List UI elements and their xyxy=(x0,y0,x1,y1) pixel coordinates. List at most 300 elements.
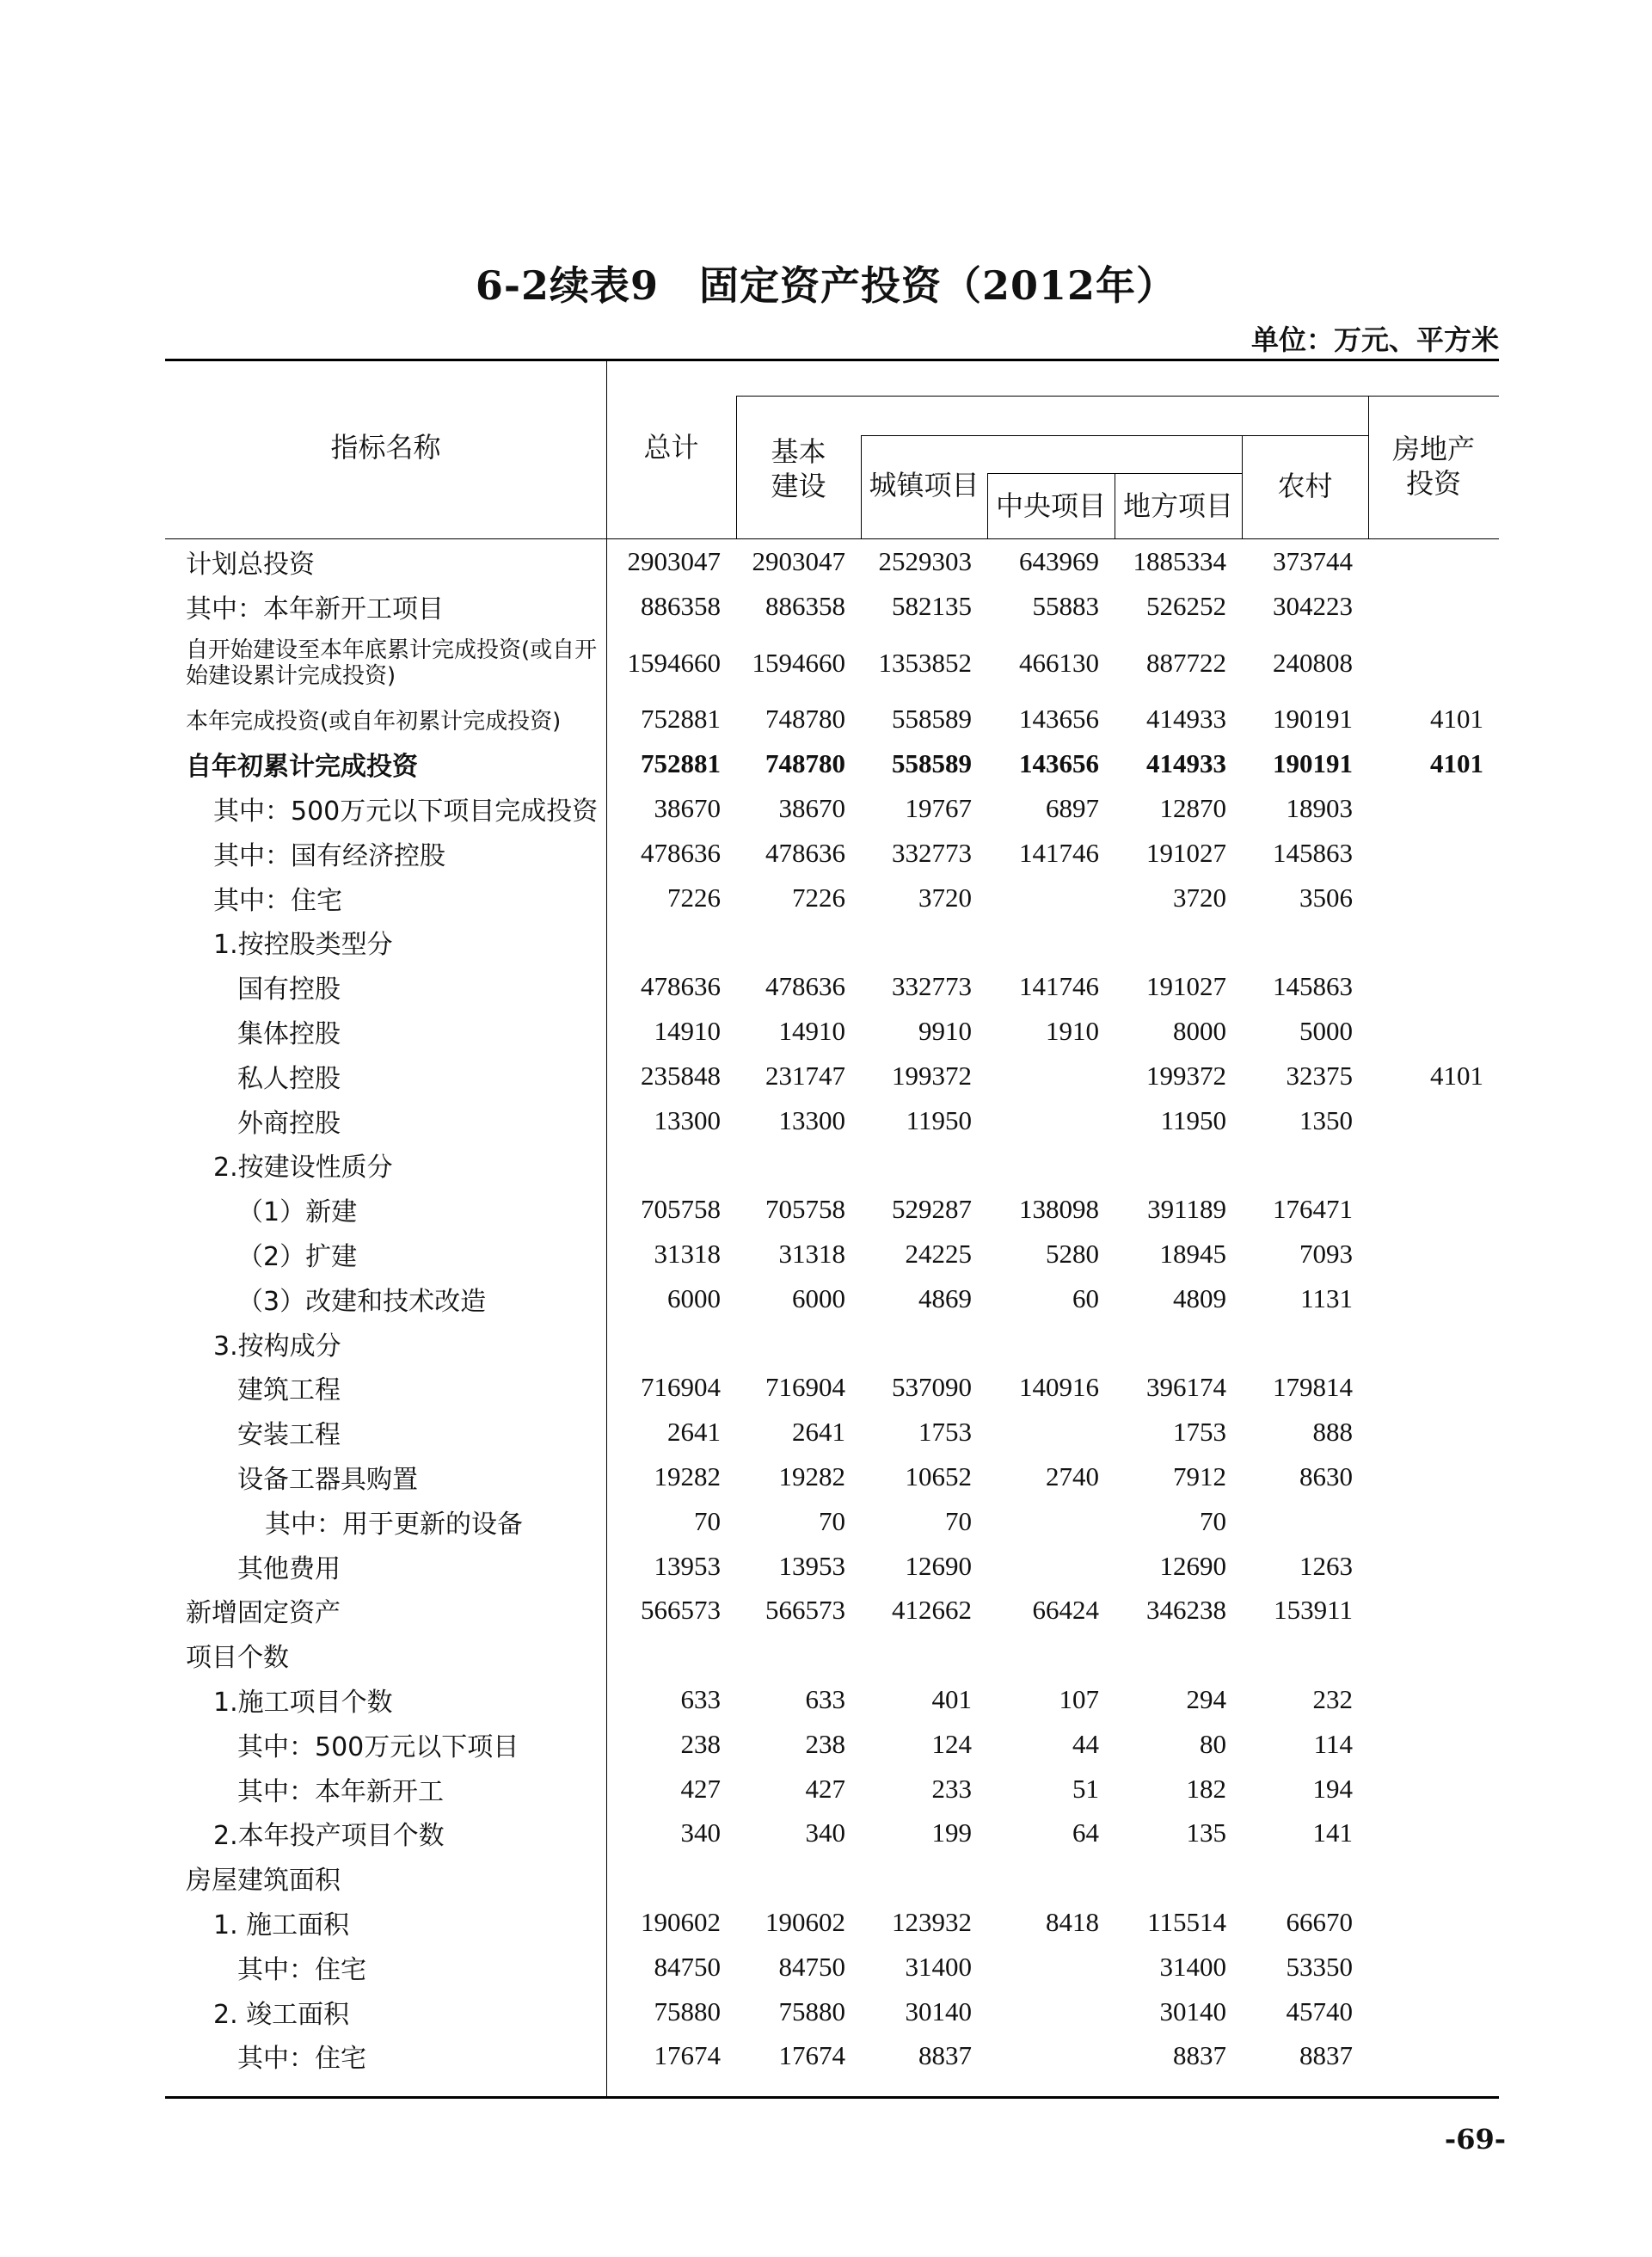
cell-value: 24225 xyxy=(905,1239,972,1270)
cell-value xyxy=(1368,2034,1499,2079)
cell-value: 5280 xyxy=(1046,1239,1099,1270)
cell-value: 414933 xyxy=(1146,704,1226,735)
cell-value xyxy=(1368,920,1499,965)
cell-value: 75880 xyxy=(778,1996,845,2026)
cell-value: 8837 xyxy=(1299,2040,1353,2071)
row-label: 项目个数 xyxy=(186,1643,289,1674)
cell-value: 84750 xyxy=(654,1951,721,1982)
cell-value: 14910 xyxy=(654,1016,721,1047)
cell-value xyxy=(1242,1321,1368,1366)
cell-value: 17674 xyxy=(654,2040,721,2071)
row-label: 集体控股 xyxy=(237,1019,341,1050)
row-label: 其中：用于更新的设备 xyxy=(265,1509,523,1540)
cell-value: 705758 xyxy=(641,1194,721,1225)
row-label: 其中：住宅 xyxy=(237,1954,366,1985)
cell-value: 2903047 xyxy=(752,545,845,576)
cell-value: 141746 xyxy=(1019,971,1099,1002)
cell-value: 14910 xyxy=(778,1016,845,1047)
cell-value xyxy=(1242,1633,1368,1677)
cell-value: 1350 xyxy=(1299,1104,1353,1135)
cell-value: 582135 xyxy=(892,590,972,621)
cell-value: 8418 xyxy=(1046,1907,1099,1937)
cell-value: 124 xyxy=(931,1728,972,1759)
cell-value: 478636 xyxy=(765,837,845,868)
cell-value: 13300 xyxy=(778,1104,845,1135)
cell-value xyxy=(1368,1544,1499,1589)
cell-value: 11950 xyxy=(906,1104,972,1135)
cell-value: 4101 xyxy=(1430,748,1483,779)
cell-value xyxy=(987,1321,1115,1366)
header-rural: 农村 xyxy=(1277,470,1333,502)
cell-value xyxy=(1368,1098,1499,1143)
cell-value: 19282 xyxy=(654,1461,721,1492)
cell-value xyxy=(1368,1767,1499,1811)
table-row xyxy=(165,1009,1499,1054)
cell-value: 1594660 xyxy=(627,647,721,678)
cell-value: 9910 xyxy=(918,1016,972,1047)
cell-value: 31318 xyxy=(654,1239,721,1270)
cell-value: 558589 xyxy=(892,748,972,779)
cell-value: 2641 xyxy=(667,1417,721,1448)
table-row xyxy=(165,698,1499,742)
header-total: 总计 xyxy=(643,431,699,464)
header-basic: 基本 建设 xyxy=(771,435,826,502)
cell-value: 401 xyxy=(931,1684,972,1715)
cell-value xyxy=(987,1098,1115,1143)
cell-value: 123932 xyxy=(892,1907,972,1937)
cell-value: 566573 xyxy=(765,1595,845,1626)
cell-value: 233 xyxy=(931,1773,972,1804)
cell-value: 66424 xyxy=(1032,1595,1099,1626)
cell-value xyxy=(861,1143,987,1188)
cell-value: 232 xyxy=(1312,1684,1353,1715)
cell-value: 373744 xyxy=(1273,545,1353,576)
cell-value xyxy=(736,1855,861,1900)
cell-value xyxy=(987,1945,1115,1989)
table-row xyxy=(165,1454,1499,1499)
cell-value xyxy=(1368,1321,1499,1366)
cell-value: 31318 xyxy=(778,1239,845,1270)
cell-value: 45740 xyxy=(1286,1996,1353,2026)
cell-value: 51 xyxy=(1072,1773,1099,1804)
cell-value xyxy=(1368,786,1499,831)
cell-value xyxy=(736,1143,861,1188)
table-row xyxy=(165,1589,1499,1633)
cell-value: 6000 xyxy=(792,1282,845,1313)
cell-value: 304223 xyxy=(1273,590,1353,621)
cell-value: 190191 xyxy=(1273,748,1353,779)
cell-value xyxy=(606,1143,736,1188)
cell-value xyxy=(861,1321,987,1366)
cell-value: 38670 xyxy=(654,793,721,824)
cell-value: 18945 xyxy=(1159,1239,1226,1270)
cell-value: 332773 xyxy=(892,971,972,1002)
table-row xyxy=(165,831,1499,876)
row-label: 1.按控股类型分 xyxy=(213,930,393,961)
cell-value: 135 xyxy=(1186,1817,1226,1848)
cell-value xyxy=(1368,1855,1499,1900)
cell-value xyxy=(861,1855,987,1900)
cell-value: 31400 xyxy=(1159,1951,1226,1982)
cell-value: 145863 xyxy=(1273,971,1353,1002)
cell-value: 3720 xyxy=(918,882,972,913)
cell-value xyxy=(1368,1143,1499,1188)
cell-value: 12690 xyxy=(1159,1550,1226,1581)
table-row xyxy=(165,629,1499,698)
cell-value: 391189 xyxy=(1147,1194,1226,1225)
cell-value xyxy=(987,2034,1115,2079)
cell-value xyxy=(1368,629,1499,698)
cell-value xyxy=(987,1143,1115,1188)
cell-value xyxy=(1368,1410,1499,1454)
cell-value: 13300 xyxy=(654,1104,721,1135)
table-row xyxy=(165,786,1499,831)
cell-value: 199372 xyxy=(1146,1060,1226,1091)
cell-value: 114 xyxy=(1313,1728,1353,1759)
cell-value: 60 xyxy=(1072,1282,1099,1313)
cell-value xyxy=(1368,1811,1499,1856)
cell-value: 30140 xyxy=(1159,1996,1226,2026)
cell-value: 716904 xyxy=(765,1372,845,1403)
table-row xyxy=(165,920,1499,965)
cell-value: 55883 xyxy=(1032,590,1099,621)
cell-value: 537090 xyxy=(892,1372,972,1403)
cell-value xyxy=(987,920,1115,965)
cell-value: 1594660 xyxy=(752,647,845,678)
cell-value xyxy=(1368,964,1499,1009)
cell-value: 143656 xyxy=(1019,704,1099,735)
cell-value: 1263 xyxy=(1299,1550,1353,1581)
cell-value: 478636 xyxy=(641,971,721,1002)
cell-value: 19767 xyxy=(905,793,972,824)
cell-value xyxy=(1242,920,1368,965)
cell-value: 1910 xyxy=(1046,1016,1099,1047)
table-row xyxy=(165,1143,1499,1188)
cell-value xyxy=(1368,1633,1499,1677)
table-row xyxy=(165,2034,1499,2079)
row-label: 其他费用 xyxy=(237,1553,341,1584)
cell-value: 8630 xyxy=(1299,1461,1353,1492)
cell-value: 396174 xyxy=(1146,1372,1226,1403)
cell-value xyxy=(606,1321,736,1366)
cell-value: 32375 xyxy=(1286,1060,1353,1091)
row-label: （2）扩建 xyxy=(237,1242,358,1273)
row-label: 其中：住宅 xyxy=(237,2044,366,2075)
cell-value: 191027 xyxy=(1146,971,1226,1002)
cell-value: 30140 xyxy=(905,1996,972,2026)
table-row xyxy=(165,741,1499,786)
table-row xyxy=(165,1677,1499,1722)
row-label: 房屋建筑面积 xyxy=(186,1866,341,1897)
table-row xyxy=(165,1722,1499,1767)
cell-value: 340 xyxy=(680,1817,721,1848)
row-label: 本年完成投资(或自年初累计完成投资) xyxy=(186,708,562,735)
cell-value: 529287 xyxy=(892,1194,972,1225)
cell-value: 19282 xyxy=(778,1461,845,1492)
cell-value: 115514 xyxy=(1147,1907,1226,1937)
cell-value: 5000 xyxy=(1299,1016,1353,1047)
cell-value: 332773 xyxy=(892,837,972,868)
cell-value: 7226 xyxy=(667,882,721,913)
cell-value: 2903047 xyxy=(627,545,721,576)
row-label: 新增固定资产 xyxy=(186,1598,341,1629)
cell-value: 412662 xyxy=(892,1595,972,1626)
cell-value xyxy=(606,920,736,965)
header-local: 地方项目 xyxy=(1122,489,1233,522)
table-row xyxy=(165,1054,1499,1098)
cell-value: 8837 xyxy=(918,2040,972,2071)
cell-value: 1353852 xyxy=(878,647,972,678)
cell-value xyxy=(736,1633,861,1677)
cell-value: 18903 xyxy=(1286,793,1353,824)
cell-value: 10652 xyxy=(905,1461,972,1492)
row-label: 2. 竣工面积 xyxy=(213,1999,350,2030)
cell-value: 478636 xyxy=(765,971,845,1002)
cell-value xyxy=(987,1544,1115,1589)
cell-value: 887722 xyxy=(1146,647,1226,678)
cell-value xyxy=(1115,920,1242,965)
header-divider xyxy=(861,435,1368,436)
table-top-rule xyxy=(165,359,1499,361)
cell-value: 13953 xyxy=(654,1550,721,1581)
cell-value: 643969 xyxy=(1019,545,1099,576)
cell-value: 190602 xyxy=(765,1907,845,1937)
cell-value: 748780 xyxy=(765,704,845,735)
cell-value: 1753 xyxy=(918,1417,972,1448)
row-label: 1.施工项目个数 xyxy=(213,1688,393,1719)
cell-value: 6897 xyxy=(1046,793,1099,824)
table-row xyxy=(165,964,1499,1009)
table-row xyxy=(165,584,1499,629)
table-row xyxy=(165,1945,1499,1989)
cell-value xyxy=(1368,1900,1499,1945)
cell-value: 2529303 xyxy=(878,545,972,576)
cell-value: 191027 xyxy=(1146,837,1226,868)
cell-value: 70 xyxy=(819,1505,845,1536)
cell-value: 294 xyxy=(1186,1684,1226,1715)
table-row xyxy=(165,1410,1499,1454)
cell-value: 8000 xyxy=(1173,1016,1226,1047)
cell-value xyxy=(1368,1945,1499,1989)
cell-value: 1753 xyxy=(1173,1417,1226,1448)
cell-value: 53350 xyxy=(1286,1951,1353,1982)
cell-value: 2740 xyxy=(1046,1461,1099,1492)
cell-value: 4809 xyxy=(1173,1282,1226,1313)
row-label: 外商控股 xyxy=(237,1108,341,1139)
cell-value: 107 xyxy=(1059,1684,1099,1715)
table-row xyxy=(165,1366,1499,1411)
cell-value xyxy=(1242,1855,1368,1900)
cell-value xyxy=(987,1410,1115,1454)
cell-value: 478636 xyxy=(641,837,721,868)
table-row xyxy=(165,1276,1499,1321)
cell-value xyxy=(861,1633,987,1677)
cell-value: 12870 xyxy=(1159,793,1226,824)
cell-value: 748780 xyxy=(765,748,845,779)
row-label: 其中：住宅 xyxy=(213,885,342,916)
cell-value: 153911 xyxy=(1274,1595,1353,1626)
cell-value: 70 xyxy=(694,1505,721,1536)
row-label: 其中：本年新开工 xyxy=(237,1776,444,1807)
cell-value xyxy=(1368,539,1499,584)
row-label: 其中：国有经济控股 xyxy=(213,840,445,871)
cell-value xyxy=(1368,831,1499,876)
table-row xyxy=(165,539,1499,584)
table-row xyxy=(165,1855,1499,1900)
cell-value: 17674 xyxy=(778,2040,845,2071)
row-label: 其中：500万元以下项目完成投资 xyxy=(213,796,599,827)
cell-value xyxy=(1115,1633,1242,1677)
cell-value: 11950 xyxy=(1160,1104,1226,1135)
cell-value: 566573 xyxy=(641,1595,721,1626)
row-label: 1. 施工面积 xyxy=(213,1910,350,1940)
unit-label: 单位：万元、平方米 xyxy=(1250,323,1499,356)
row-label: 3.按构成分 xyxy=(213,1331,341,1362)
cell-value: 44 xyxy=(1072,1728,1099,1759)
cell-value: 4101 xyxy=(1430,1060,1483,1091)
cell-value: 145863 xyxy=(1273,837,1353,868)
cell-value: 2641 xyxy=(792,1417,845,1448)
table-row xyxy=(165,1321,1499,1366)
cell-value: 80 xyxy=(1200,1728,1226,1759)
cell-value xyxy=(1368,1366,1499,1411)
cell-value: 190191 xyxy=(1273,704,1353,735)
cell-value: 752881 xyxy=(641,704,721,735)
table-row xyxy=(165,1811,1499,1856)
cell-value: 238 xyxy=(805,1728,845,1759)
cell-value: 3506 xyxy=(1299,882,1353,913)
cell-value: 66670 xyxy=(1286,1907,1353,1937)
cell-value xyxy=(987,1633,1115,1677)
cell-value: 70 xyxy=(945,1505,972,1536)
cell-value: 633 xyxy=(805,1684,845,1715)
table-row xyxy=(165,1499,1499,1544)
table-row xyxy=(165,1187,1499,1232)
cell-value xyxy=(1115,1855,1242,1900)
cell-value: 4101 xyxy=(1430,704,1483,735)
cell-value: 7226 xyxy=(792,882,845,913)
cell-value: 194 xyxy=(1312,1773,1353,1804)
cell-value xyxy=(1368,1499,1499,1544)
cell-value xyxy=(861,920,987,965)
table-bottom-rule xyxy=(165,2096,1499,2099)
row-label: 私人控股 xyxy=(237,1063,341,1094)
cell-value xyxy=(1368,876,1499,920)
table-row xyxy=(165,1633,1499,1677)
cell-value xyxy=(987,1499,1115,1544)
cell-value: 238 xyxy=(680,1728,721,1759)
cell-value: 64 xyxy=(1072,1817,1099,1848)
table-row xyxy=(165,1989,1499,2034)
cell-value: 199372 xyxy=(892,1060,972,1091)
cell-value xyxy=(1368,1276,1499,1321)
cell-value: 141746 xyxy=(1019,837,1099,868)
cell-value xyxy=(1242,1499,1368,1544)
cell-value: 231747 xyxy=(765,1060,845,1091)
cell-value xyxy=(1368,1989,1499,2034)
row-label: 2.本年投产项目个数 xyxy=(213,1821,445,1852)
header-urban: 城镇项目 xyxy=(869,469,980,501)
cell-value xyxy=(987,1989,1115,2034)
cell-value: 716904 xyxy=(641,1372,721,1403)
row-label: 自开始建设至本年底累计完成投资(或自开始建设累计完成投资) xyxy=(186,637,598,689)
cell-value xyxy=(1368,1722,1499,1767)
page-title: 6-2续表9 固定资产投资（2012年） xyxy=(475,262,1177,309)
cell-value xyxy=(736,920,861,965)
cell-value: 190602 xyxy=(641,1907,721,1937)
table-row xyxy=(165,1767,1499,1811)
cell-value xyxy=(1242,1143,1368,1188)
row-label: 计划总投资 xyxy=(186,549,315,580)
cell-value: 427 xyxy=(805,1773,845,1804)
cell-value xyxy=(1368,1187,1499,1232)
table-row xyxy=(165,1900,1499,1945)
cell-value: 141 xyxy=(1312,1817,1353,1848)
cell-value: 633 xyxy=(680,1684,721,1715)
cell-value xyxy=(1115,1143,1242,1188)
cell-value: 705758 xyxy=(765,1194,845,1225)
cell-value xyxy=(1368,1677,1499,1722)
table-row xyxy=(165,876,1499,920)
cell-value: 427 xyxy=(680,1773,721,1804)
cell-value: 4869 xyxy=(918,1282,972,1313)
cell-value: 138098 xyxy=(1019,1194,1099,1225)
cell-value: 414933 xyxy=(1146,748,1226,779)
cell-value: 176471 xyxy=(1273,1194,1353,1225)
row-label: （1）新建 xyxy=(237,1197,358,1228)
cell-value: 235848 xyxy=(641,1060,721,1091)
cell-value xyxy=(606,1633,736,1677)
cell-value: 7093 xyxy=(1299,1239,1353,1270)
cell-value: 140916 xyxy=(1019,1372,1099,1403)
row-label: 自年初累计完成投资 xyxy=(186,752,418,783)
cell-value: 12690 xyxy=(905,1550,972,1581)
cell-value: 84750 xyxy=(778,1951,845,1982)
cell-value: 240808 xyxy=(1273,647,1353,678)
cell-value xyxy=(1368,1009,1499,1054)
cell-value: 13953 xyxy=(778,1550,845,1581)
cell-value: 8837 xyxy=(1173,2040,1226,2071)
cell-value: 526252 xyxy=(1146,590,1226,621)
cell-value xyxy=(987,1855,1115,1900)
cell-value: 182 xyxy=(1186,1773,1226,1804)
table-row xyxy=(165,1232,1499,1276)
cell-value: 558589 xyxy=(892,704,972,735)
cell-value: 886358 xyxy=(641,590,721,621)
row-label: 设备工器具购置 xyxy=(237,1465,418,1496)
cell-value: 340 xyxy=(805,1817,845,1848)
cell-value: 70 xyxy=(1200,1505,1226,1536)
cell-value xyxy=(1115,1321,1242,1366)
cell-value: 6000 xyxy=(667,1282,721,1313)
cell-value: 1885334 xyxy=(1133,545,1226,576)
cell-value: 143656 xyxy=(1019,748,1099,779)
cell-value: 1131 xyxy=(1300,1282,1353,1313)
cell-value: 7912 xyxy=(1173,1461,1226,1492)
cell-value: 75880 xyxy=(654,1996,721,2026)
cell-value xyxy=(1368,1589,1499,1633)
cell-value xyxy=(1368,1232,1499,1276)
table-row xyxy=(165,1544,1499,1589)
cell-value: 179814 xyxy=(1273,1372,1353,1403)
cell-value: 466130 xyxy=(1019,647,1099,678)
row-label: 安装工程 xyxy=(237,1420,341,1451)
cell-value: 3720 xyxy=(1173,882,1226,913)
cell-value xyxy=(987,1054,1115,1098)
cell-value: 31400 xyxy=(905,1951,972,1982)
table-row xyxy=(165,1098,1499,1143)
cell-value xyxy=(1368,1454,1499,1499)
